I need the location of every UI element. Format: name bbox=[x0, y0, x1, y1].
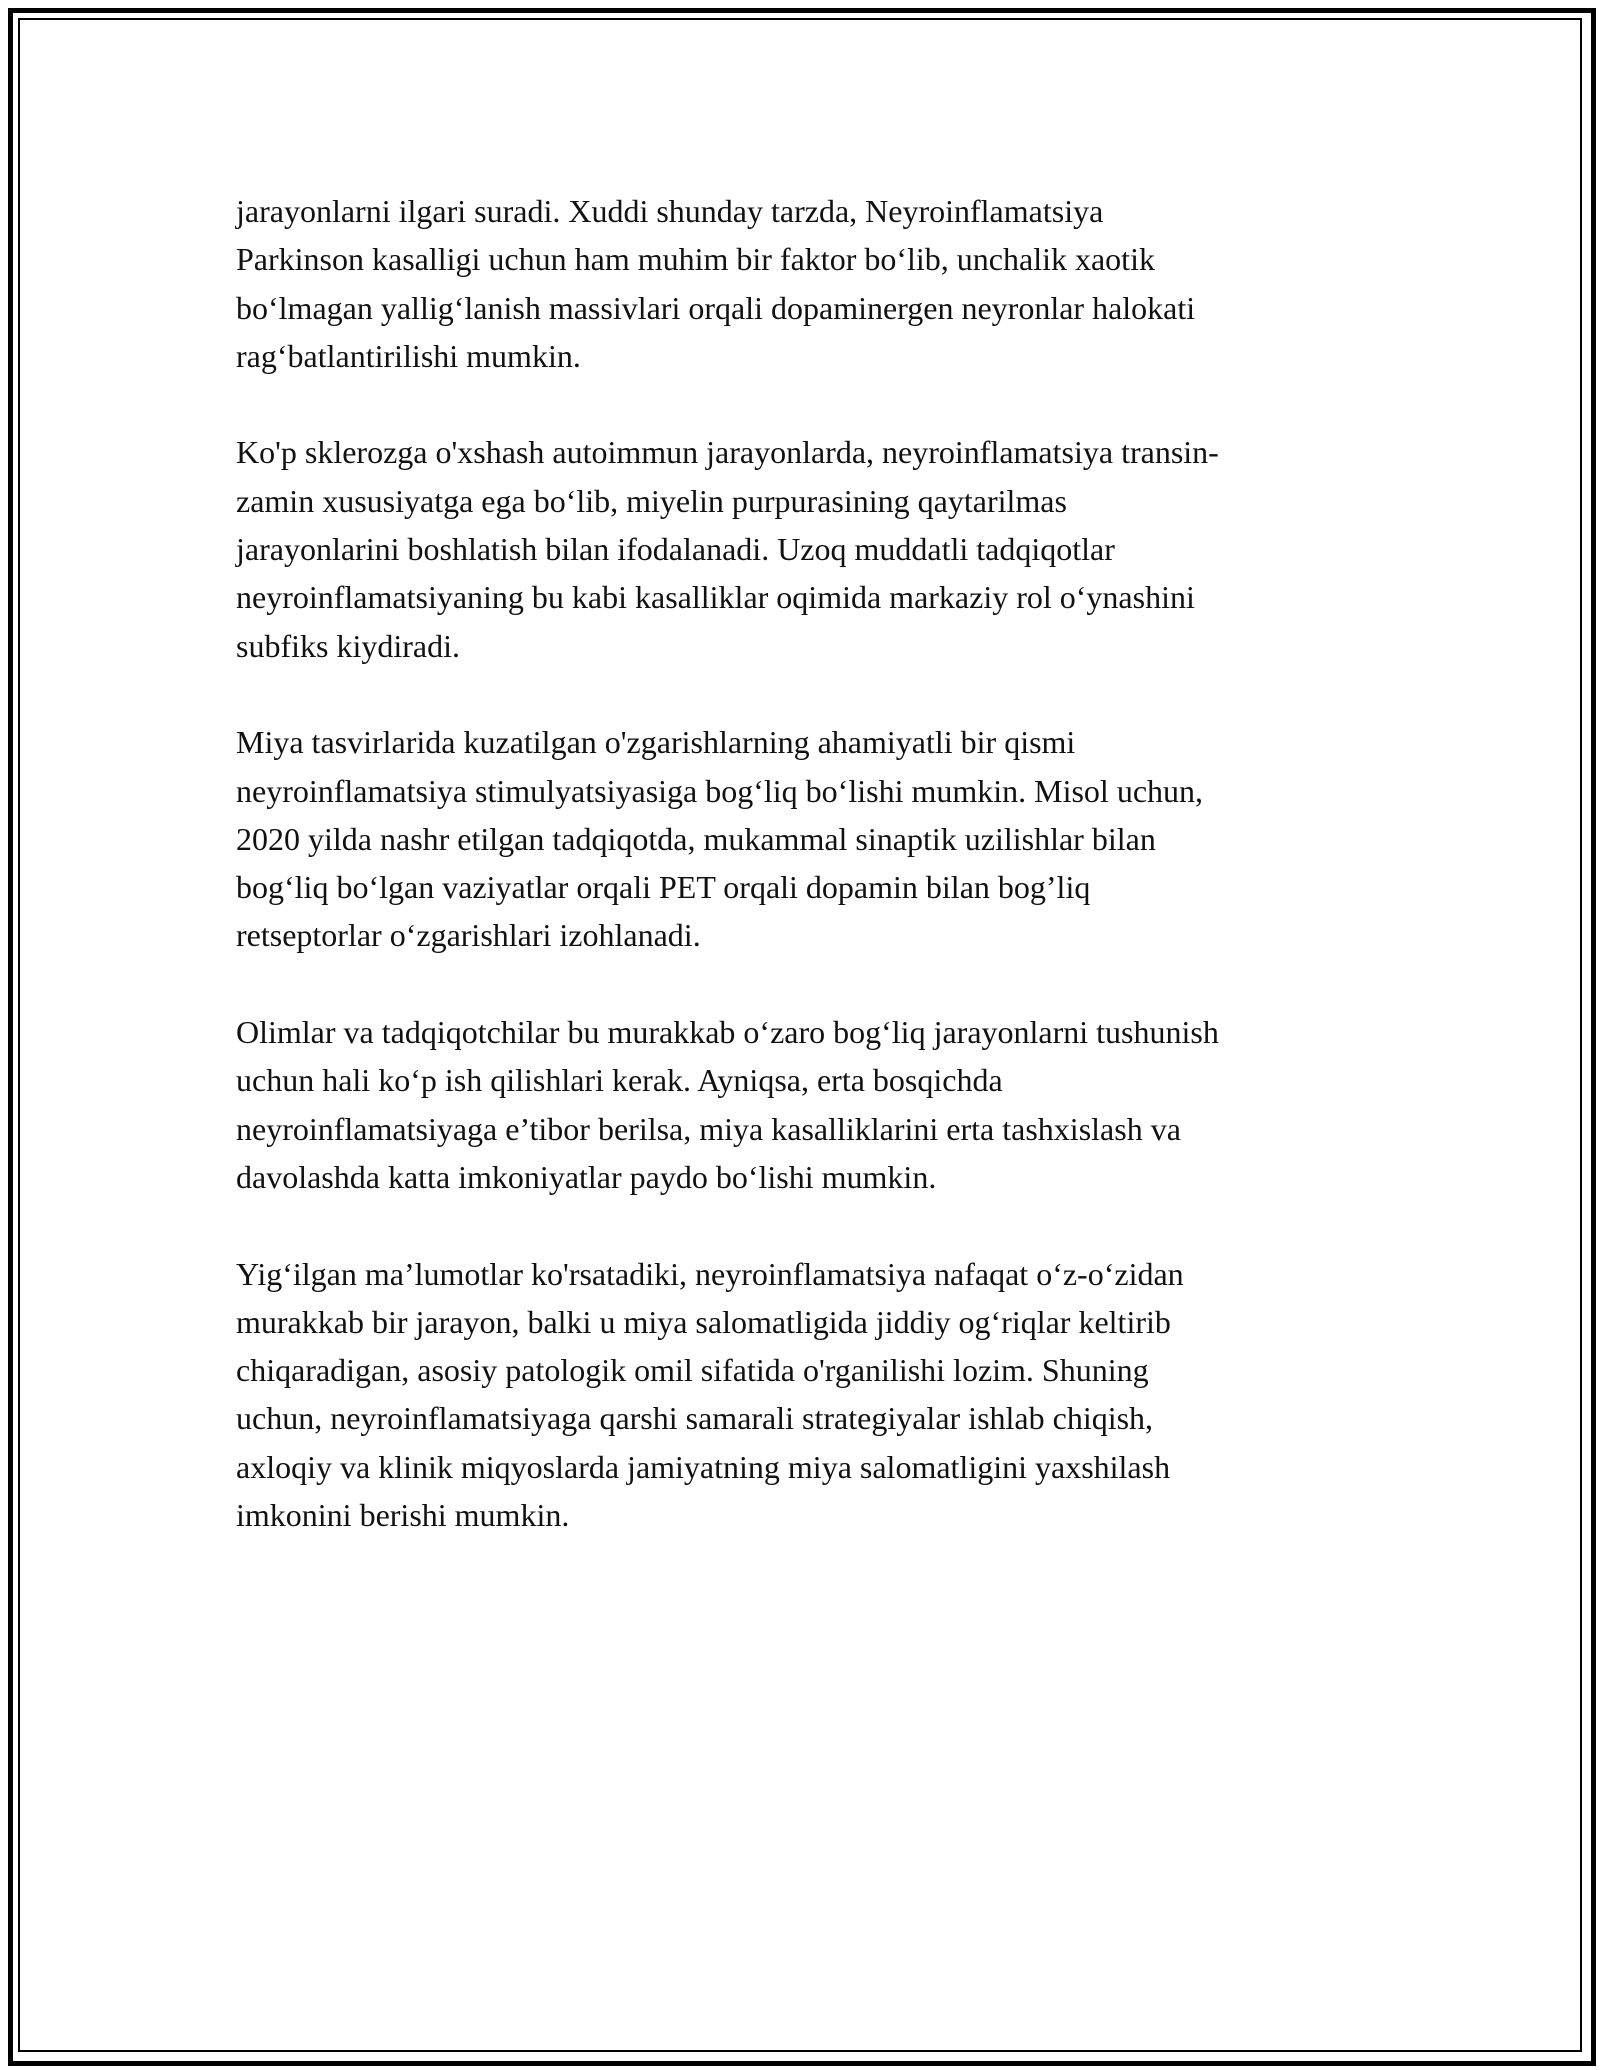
text-line: davolashda katta imkoniyatlar paydo bo‘lishi mumkin. bbox=[236, 1158, 937, 1195]
paragraph bbox=[236, 718, 1386, 959]
text-line: rag‘batlantirilishi mumkin. bbox=[236, 337, 581, 374]
text-line: jarayonlarini boshlatish bilan ifodalanadi. Uzoq muddatli tadqiqotlar bbox=[236, 531, 1115, 568]
text-line: uchun hali ko‘p ish qilishlari kerak. Ayniqsa, erta bosqichda bbox=[236, 1062, 1003, 1099]
paragraph bbox=[236, 428, 1386, 669]
text-line: murakkab bir jarayon, balki u miya salomatligida jiddiy og‘riqlar keltirib bbox=[236, 1303, 1171, 1340]
text-line: Miya tasvirlarida kuzatilgan o'zgarishlarning ahamiyatli bir qismi bbox=[236, 724, 1076, 761]
document-body bbox=[236, 187, 1386, 1588]
text-line: bo‘lmagan yallig‘lanish massivlari orqali dopaminergen neyronlar halokati bbox=[236, 289, 1196, 326]
paragraph bbox=[236, 187, 1386, 380]
text-line: chiqaradigan, asosiy patologik omil sifatida o'rganilishi lozim. Shuning bbox=[236, 1352, 1149, 1389]
text-line: retseptorlar o‘zgarishlari izohlanadi. bbox=[236, 917, 701, 954]
text-line: 2020 yilda nashr etilgan tadqiqotda, mukammal sinaptik uzilishlar bilan bbox=[236, 820, 1156, 857]
text-line: jarayonlarni ilgari suradi. Xuddi shunday tarzda, Neyroinflamatsiya bbox=[236, 193, 1104, 229]
text-line: neyroinflamatsiyaning bu kabi kasalliklar oqimida markaziy rol o‘ynashini bbox=[236, 579, 1195, 616]
text-line: zamin xususiyatga ega bo‘lib, miyelin purpurasining qaytarilmas bbox=[236, 482, 1067, 519]
text-line: uchun, neyroinflamatsiyaga qarshi samarali strategiyalar ishlab chiqish, bbox=[236, 1400, 1154, 1437]
text-line: Ko'p sklerozga o'xshash autoimmun jarayonlarda, neyroinflamatsiya transin- bbox=[236, 434, 1219, 471]
text-line: axloqiy va klinik miqyoslarda jamiyatning miya salomatligini yaxshilash bbox=[236, 1448, 1171, 1485]
text-line: Olimlar va tadqiqotchilar bu murakkab o‘zaro bog‘liq jarayonlarni tushunish bbox=[236, 1014, 1219, 1051]
text-line: imkonini berishi mumkin. bbox=[236, 1497, 570, 1534]
text-line: bog‘liq bo‘lgan vaziyatlar orqali PET orqali dopamin bilan bog’liq bbox=[236, 869, 1091, 906]
text-line: Yig‘ilgan ma’lumotlar ko'rsatadiki, neyroinflamatsiya nafaqat o‘z-o‘zidan bbox=[236, 1255, 1184, 1292]
paragraph bbox=[236, 1250, 1386, 1540]
text-line: neyroinflamatsiyaga e’tibor berilsa, miya kasalliklarini erta tashxislash va bbox=[236, 1110, 1181, 1147]
text-line: subfiks kiydiradi. bbox=[236, 627, 460, 664]
text-line: Parkinson kasalligi uchun ham muhim bir faktor bo‘lib, unchalik xaotik bbox=[236, 241, 1155, 278]
paragraph bbox=[236, 1008, 1386, 1201]
text-line: neyroinflamatsiya stimulyatsiyasiga bog‘liq bo‘lishi mumkin. Misol uchun, bbox=[236, 772, 1204, 809]
